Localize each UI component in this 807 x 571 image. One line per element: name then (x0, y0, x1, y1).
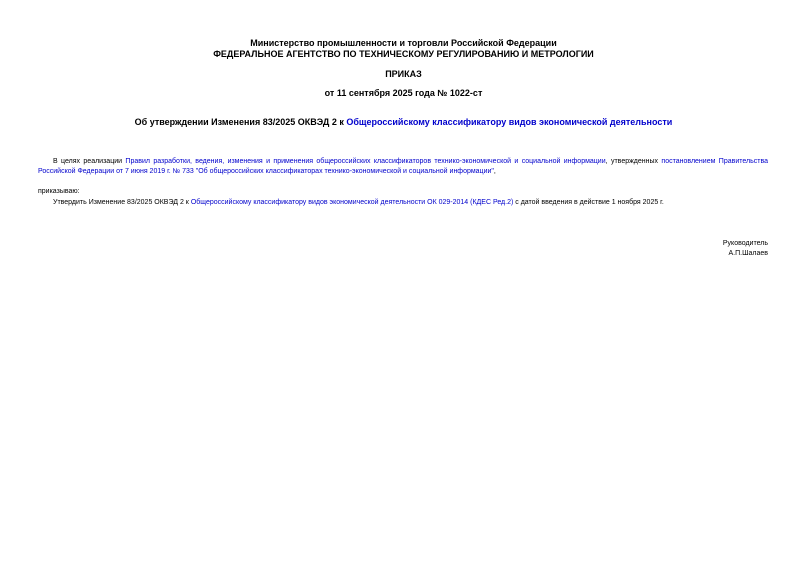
signature-position: Руководитель (722, 240, 768, 247)
paragraph-approve (53, 198, 768, 208)
rules-link[interactable]: Правил разработки, ведения, изменения и применения общероссийских классификаторов технико-экономической и социальной информации (125, 158, 606, 165)
classifier-link[interactable]: Общероссийскому классификатору видов экономической деятельности (346, 117, 673, 127)
signature-name: А.П.Шалаев (728, 250, 768, 257)
paragraph-approve-suffix: с датой введения в действие 1 ноября 2025 г. (513, 199, 664, 206)
document-date-number: от 11 сентября 2025 года № 1022-ст (324, 88, 483, 98)
okved-classifier-link[interactable]: Общероссийскому классификатору видов экономической деятельности ОК 029-2014 (КДЕС Ред.2) (190, 199, 514, 206)
order-word: приказываю: (38, 188, 80, 195)
paragraph-approve-prefix: Утвердить Изменение 83/2025 ОКВЭД 2 к (53, 199, 191, 206)
paragraph-basis-suffix: , (493, 168, 496, 175)
document-type: ПРИКАЗ (385, 69, 422, 79)
government-decree-link[interactable]: постановлением Правительства Российской Федерации от 7 июня 2019 г. № 733 "Об общероссийских классификаторах технико-экономической и социальной информации" (38, 158, 768, 175)
paragraph-basis (38, 157, 768, 177)
paragraph-basis-middle: , утвержденных (605, 158, 662, 165)
document-title-prefix: Об утверждении Изменения 83/2025 ОКВЭД 2 к (134, 117, 347, 127)
paragraph-basis-prefix: В целях реализации (53, 158, 126, 165)
ministry-name: Министерство промышленности и торговли Российской Федерации (250, 38, 557, 48)
document-title (0, 117, 807, 128)
agency-name: ФЕДЕРАЛЬНОЕ АГЕНТСТВО ПО ТЕХНИЧЕСКОМУ РЕГУЛИРОВАНИЮ И МЕТРОЛОГИИ (213, 49, 594, 59)
